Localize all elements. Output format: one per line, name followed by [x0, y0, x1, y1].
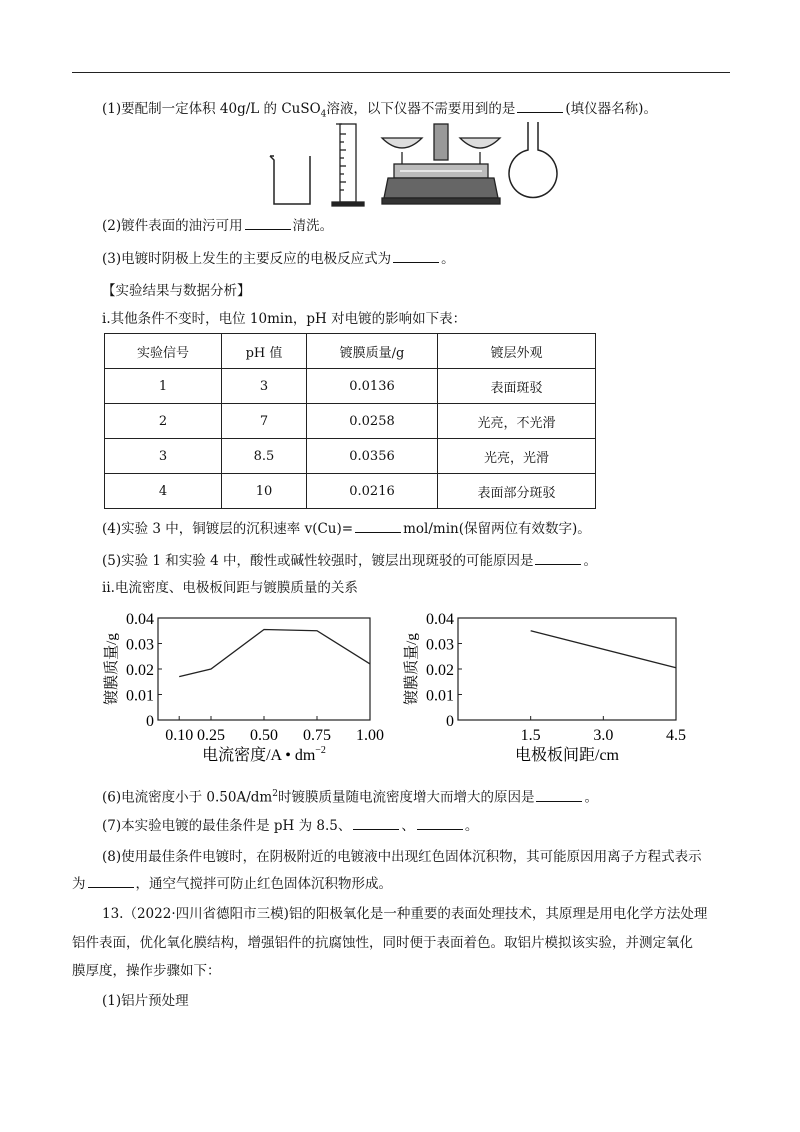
y-tick-label: 0.03	[426, 636, 454, 654]
plot-frame	[158, 618, 370, 720]
table-row: 4 10 0.0216 表面部分斑驳	[105, 474, 596, 509]
column-header: pH 值	[222, 334, 307, 369]
chart-electrode-spacing	[400, 600, 700, 770]
question-6: (6)电流密度小于 $0.50A/dm^2$时镀膜质量随电流密度增大而增大的原因是 。	[102, 784, 598, 808]
answer-blank[interactable]	[517, 98, 563, 113]
x-tick-label: 0.25	[197, 727, 225, 744]
x-tick-label: 3.0	[593, 727, 614, 744]
question-2: (2)镀件表面的油污可用 清洗。	[102, 215, 333, 236]
question-8-line-1: (8)使用最佳条件电镀时，在阴极附近的电镀液中出现红色固体沉积物，其可能原因用离子方程式表示	[102, 849, 702, 865]
column-header: 镀膜质量/g	[307, 334, 438, 369]
chart-current-density	[104, 600, 398, 770]
y-tick-label: 0	[446, 713, 454, 730]
ph-results-table	[104, 333, 596, 509]
y-tick-label: 0.02	[126, 662, 154, 679]
apparatus-figure	[262, 120, 562, 210]
question-13-line-1: 13.（2022·四川省德阳市三模)铝的阳极氧化是一种重要的表面处理技术，其原理是用电化学方法处理	[102, 906, 708, 922]
y-tick-label: 0.01	[426, 687, 454, 705]
answer-blank[interactable]	[393, 248, 439, 263]
table-header-row	[105, 334, 596, 369]
y-tick-label: 0	[146, 713, 154, 730]
section-heading: 【实验结果与数据分析】	[102, 283, 251, 299]
answer-blank[interactable]	[245, 215, 291, 230]
part-i-intro: ⅰ.其他条件不变时，电位 10min，pH 对电镀的影响如下表：	[102, 311, 467, 327]
question-1: (1)要配制一定体积 40g/L 的 CuSO$_4$溶液，以下仪器不需要用到的是 (填仪器名称)。	[102, 98, 657, 125]
question-3: (3)电镀时阴极上发生的主要反应的电极反应式为 。	[102, 248, 455, 269]
table-row: 1 3 0.0136 表面斑驳	[105, 369, 596, 404]
column-header: 镀层外观	[438, 334, 596, 369]
answer-blank[interactable]	[88, 873, 134, 888]
y-tick-label: 0.04	[126, 611, 154, 628]
question-8-line-2: 为 ，通空气搅拌可防止红色固体沉积物形成。	[72, 873, 392, 894]
x-tick-label: 0.10	[165, 727, 194, 744]
question-7: (7)本实验电镀的最佳条件是 pH 为 8.5、 、 。	[102, 815, 478, 836]
answer-blank[interactable]	[355, 518, 401, 533]
graduated-cylinder-icon	[332, 124, 364, 206]
column-header: 实验信号	[105, 334, 222, 369]
x-tick-label: 4.5	[666, 727, 686, 744]
series-line	[179, 629, 370, 676]
table-row: 3 8.5 0.0356 光亮，光滑	[105, 439, 596, 474]
x-tick-label: 1.00	[356, 727, 384, 744]
x-tick-label: 0.75	[303, 727, 331, 744]
balance-scale-icon	[382, 124, 500, 204]
y-tick-label: 0.01	[126, 687, 154, 705]
series-line	[531, 631, 676, 668]
header-rule	[72, 72, 730, 73]
plot-frame	[458, 618, 676, 720]
x-tick-label: 0.50	[250, 727, 278, 744]
part-ii-intro: ⅱ.电流密度、电极板间距与镀膜质量的关系	[102, 580, 358, 596]
question-5: (5)实验 1 和实验 4 中，酸性或碱性较强时，镀层出现斑驳的可能原因是 。	[102, 550, 597, 571]
question-13-line-3: 膜厚度，操作步骤如下：	[72, 963, 221, 979]
y-axis-label: 镀膜质量/g	[404, 633, 420, 705]
answer-blank[interactable]	[536, 787, 582, 802]
question-13-line-2: 铝件表面，优化氧化膜结构，增强铝件的抗腐蚀性，同时便于表面着色。取铝片模拟该实验，并测定氧化	[72, 935, 693, 951]
flask-icon	[509, 122, 557, 197]
answer-blank[interactable]	[417, 815, 463, 830]
x-axis-label-superscript: −2	[315, 745, 326, 756]
y-tick-label: 0.03	[126, 636, 154, 654]
y-tick-label: 0.04	[426, 611, 454, 628]
answer-blank[interactable]	[535, 550, 581, 565]
x-axis-label: 电极板间距/cm	[515, 747, 619, 764]
question-13-sub-1: (1)铝片预处理	[102, 993, 189, 1009]
table-row: 2 7 0.0258 光亮，不光滑	[105, 404, 596, 439]
beaker-icon	[270, 156, 310, 204]
answer-blank[interactable]	[353, 815, 399, 830]
x-axis-label: 电流密度/A • $dm^{-2}$	[202, 745, 326, 764]
question-4: (4)实验 3 中，铜镀层的沉积速率 v(Cu)= mol/min(保留两位有效数字)。	[102, 518, 591, 539]
y-axis-label: 镀膜质量/g	[104, 633, 120, 705]
x-tick-label: 1.5	[520, 727, 541, 744]
y-tick-label: 0.02	[426, 662, 454, 679]
